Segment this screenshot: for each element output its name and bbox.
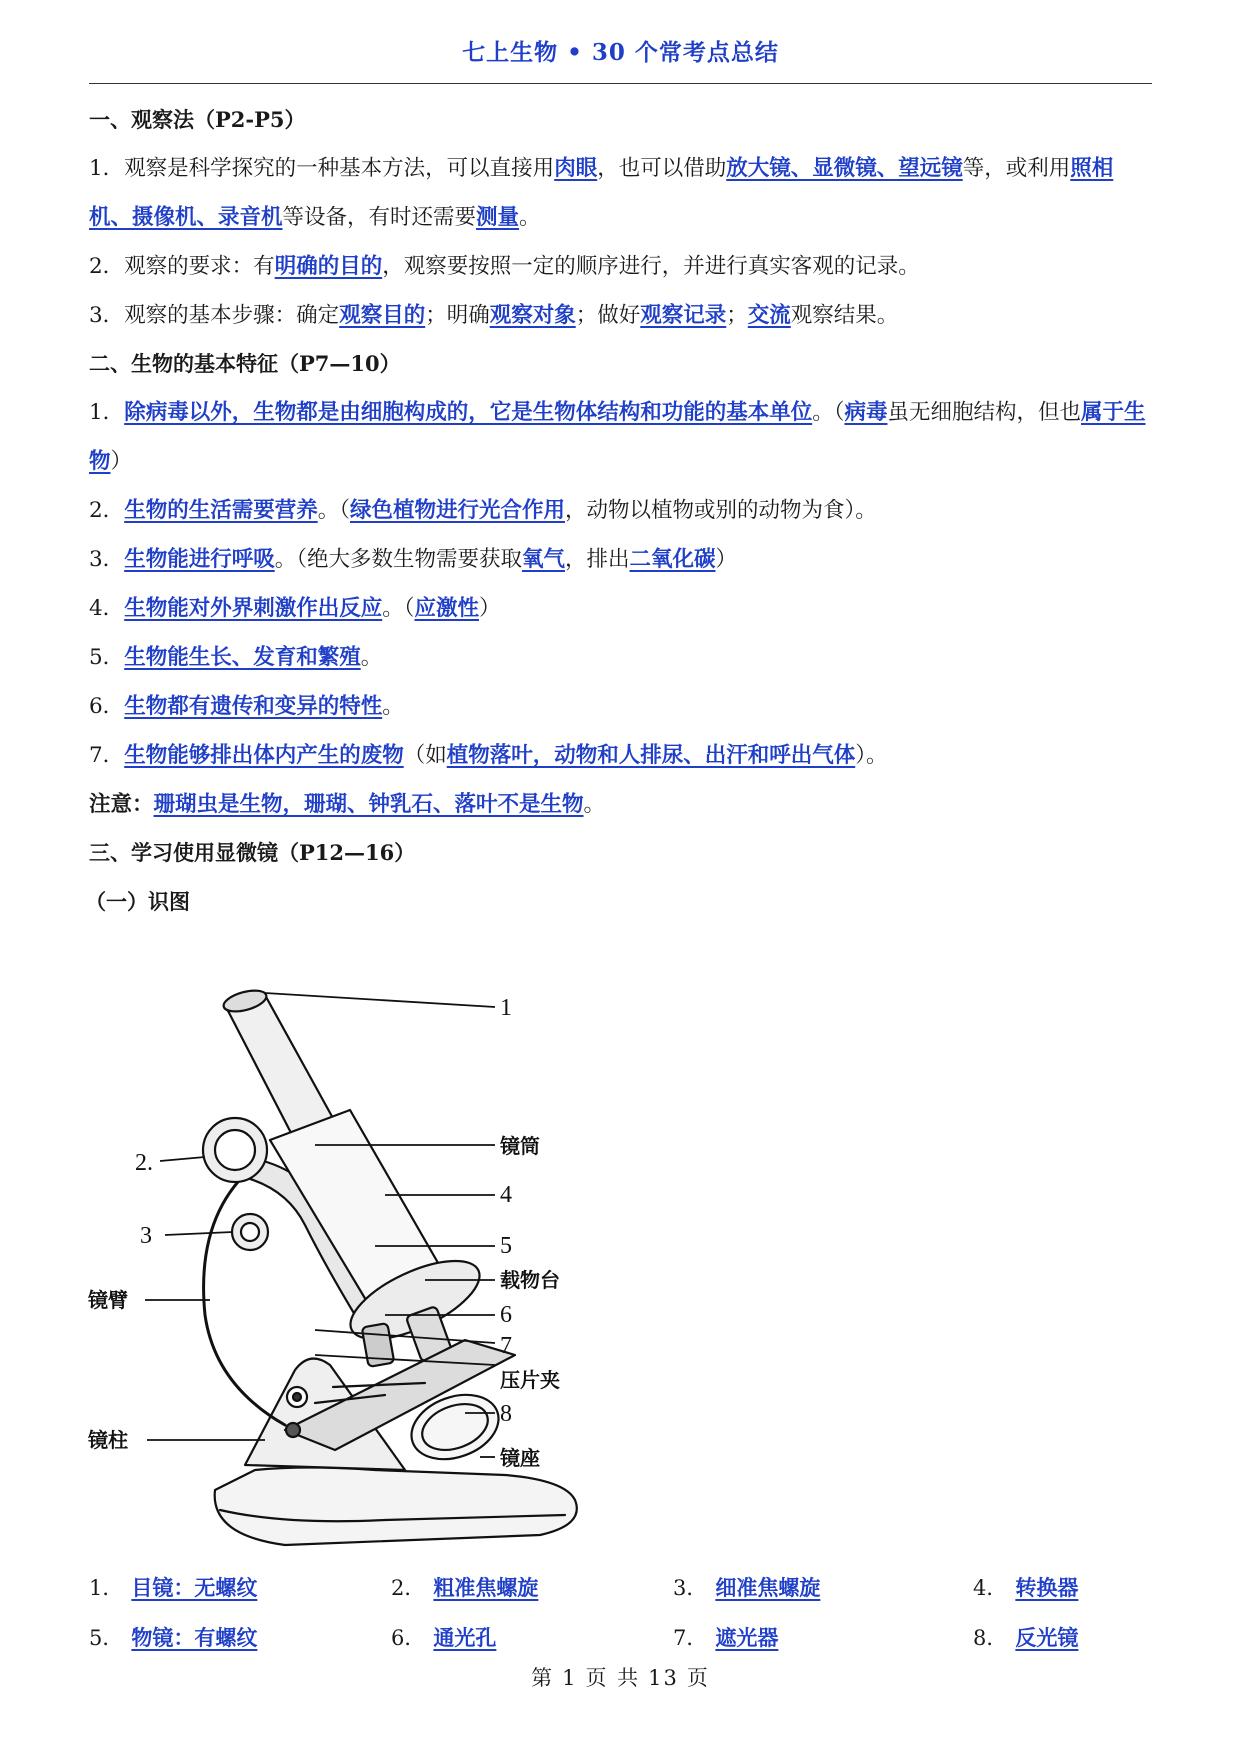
part-item: 3． 细准焦螺旋 <box>673 1572 973 1602</box>
highlight-term: 通光孔 <box>433 1625 497 1650</box>
part-item: 1． 目镜：无螺纹 <box>89 1572 391 1602</box>
highlight-term: 氧气 <box>521 547 565 572</box>
highlight-term: 转换器 <box>1015 1575 1079 1600</box>
highlight-term: 生物能够排出体内产生的废物 <box>124 743 404 768</box>
highlight-term: 肉眼 <box>554 156 598 181</box>
section-title-observation: 一、观察法（P2-P5） <box>89 107 306 132</box>
highlight-term: 观察记录 <box>640 303 727 328</box>
highlight-term: 绿色植物进行光合作用 <box>349 498 565 523</box>
highlight-term: 除病毒以外，生物都是由细胞构成的，它是生物体结构和功能的基本单位 <box>124 400 813 425</box>
microscope-parts-list <box>89 1562 1154 1662</box>
note-paragraph: 注意：珊瑚虫是生物，珊瑚、钟乳石、落叶不是生物。 <box>89 792 606 817</box>
list-item-characteristic-1: 1．除病毒以外，生物都是由细胞构成的，它是生物体结构和功能的基本单位。（病毒虽无细胞结构，但也属于生物） <box>89 400 1146 474</box>
diagram-label-1: 1 <box>500 995 512 1021</box>
highlight-term: 反光镜 <box>1015 1625 1079 1650</box>
diagram-label-7: 7 <box>500 1333 512 1359</box>
highlight-term: 测量 <box>476 205 520 230</box>
diagram-label-clip: 压片夹 <box>500 1368 560 1392</box>
document-body <box>85 96 1154 927</box>
list-item-characteristic-5: 5．生物能生长、发育和繁殖。 <box>89 645 383 670</box>
page-footer: 第 1 页 共 13 页 <box>531 1666 710 1690</box>
list-item-characteristic-6: 6．生物都有遗传和变异的特性。 <box>89 694 404 719</box>
parts-row <box>89 1612 1154 1662</box>
diagram-label-5: 5 <box>500 1233 512 1259</box>
page-header-title: 七上生物 • 30 个常考点总结 <box>462 39 779 66</box>
diagram-label-3: 3 <box>140 1223 152 1249</box>
highlight-term: 粗准焦螺旋 <box>433 1575 539 1600</box>
part-item: 5． 物镜：有螺纹 <box>89 1622 391 1652</box>
diagram-label-arm: 镜臂 <box>88 1288 128 1312</box>
highlight-term: 放大镜、显微镜、望远镜 <box>726 156 963 181</box>
page-number: 1 <box>562 1666 578 1690</box>
highlight-term: 观察目的 <box>339 303 426 328</box>
highlight-term: 二氧化碳 <box>629 547 716 572</box>
diagram-label-6: 6 <box>500 1302 512 1328</box>
highlight-term: 目镜：无螺纹 <box>131 1575 258 1600</box>
part-item: 7． 遮光器 <box>673 1622 973 1652</box>
part-item: 8． 反光镜 <box>973 1622 1078 1652</box>
highlight-term: 明确的目的 <box>274 254 383 279</box>
diagram-label-pillar: 镜柱 <box>88 1428 128 1452</box>
header-divider <box>89 83 1152 84</box>
paragraph-observation-1: 1．观察是科学探究的一种基本方法，可以直接用肉眼，也可以借助放大镜、显微镜、望远镜等，或利用照相机、摄像机、录音机等设备，有时还需要测量。 <box>89 156 1114 230</box>
microscope-illustration <box>85 925 645 1565</box>
highlight-term: 交流 <box>747 303 791 328</box>
list-item-characteristic-3: 3．生物能进行呼吸。（绝大多数生物需要获取氧气，排出二氧化碳） <box>89 547 738 572</box>
diagram-label-2: 2. <box>135 1150 153 1176</box>
highlight-term: 细准焦螺旋 <box>715 1575 821 1600</box>
highlight-term: 生物能进行呼吸 <box>124 547 275 572</box>
highlight-term: 应激性 <box>414 596 479 621</box>
list-item-characteristic-4: 4．生物能对外界刺激作出反应。（应激性） <box>89 596 501 621</box>
section-title-microscope: 三、学习使用显微镜（P12—16） <box>89 840 416 865</box>
highlight-term: 生物能生长、发育和繁殖 <box>124 645 361 670</box>
highlight-term: 病毒 <box>844 400 888 425</box>
page-total: 13 <box>648 1666 679 1690</box>
highlight-term: 生物能对外界刺激作出反应 <box>124 596 383 621</box>
diagram-label-4: 4 <box>500 1182 512 1208</box>
part-item: 2． 粗准焦螺旋 <box>391 1572 673 1602</box>
parts-row <box>89 1562 1154 1612</box>
highlight-term: 遮光器 <box>715 1625 779 1650</box>
highlight-term: 物镜：有螺纹 <box>131 1625 258 1650</box>
list-item-characteristic-7: 7．生物能够排出体内产生的废物（如植物落叶，动物和人排尿、出汗和呼出气体）。 <box>89 743 888 768</box>
highlight-term: 属于生物 <box>89 400 1146 474</box>
microscope-diagram <box>85 925 645 1565</box>
diagram-label-base: 镜座 <box>500 1446 540 1470</box>
highlight-term: 生物的生活需要营养 <box>124 498 318 523</box>
highlight-term: 植物落叶，动物和人排尿、出汗和呼出气体 <box>446 743 856 768</box>
highlight-term: 生物都有遗传和变异的特性 <box>124 694 383 719</box>
paragraph-observation-2: 2．观察的要求：有明确的目的，观察要按照一定的顺序进行，并进行真实客观的记录。 <box>89 254 920 279</box>
highlight-term: 观察对象 <box>489 303 576 328</box>
part-item: 4． 转换器 <box>973 1572 1078 1602</box>
diagram-label-tube: 镜筒 <box>500 1134 540 1158</box>
part-item: 6． 通光孔 <box>391 1622 673 1652</box>
diagram-label-8: 8 <box>500 1401 512 1427</box>
highlight-term: 珊瑚虫是生物，珊瑚、钟乳石、落叶不是生物 <box>153 792 584 817</box>
diagram-label-stage: 载物台 <box>500 1268 560 1292</box>
note-label: 注意： <box>89 792 154 817</box>
highlight-term: 照相机、摄像机、录音机 <box>89 156 1114 230</box>
subsection-title-identify: （一）识图 <box>85 890 190 914</box>
list-item-characteristic-2: 2．生物的生活需要营养。（绿色植物进行光合作用，动物以植物或别的动物为食）。 <box>89 498 877 523</box>
section-title-characteristics: 二、生物的基本特征（P7—10） <box>89 351 401 376</box>
paragraph-observation-3: 3．观察的基本步骤：确定观察目的；明确观察对象；做好观察记录；交流观察结果。 <box>89 303 899 328</box>
